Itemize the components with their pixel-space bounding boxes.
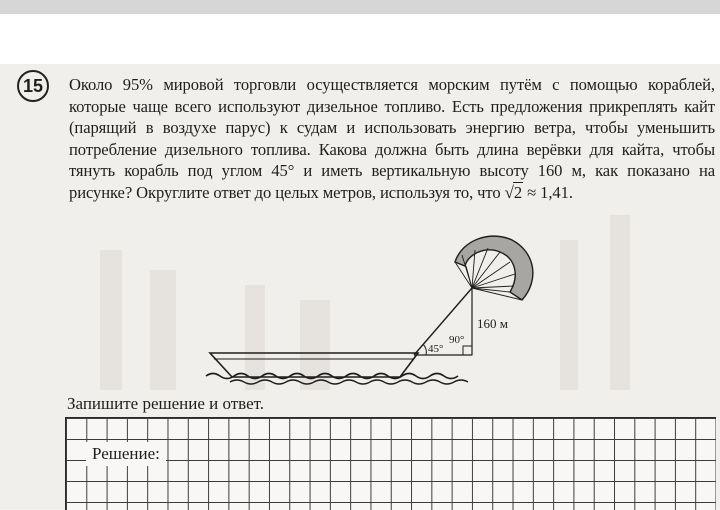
- water-waves-icon: [230, 380, 468, 384]
- solution-label: Решение:: [86, 442, 166, 466]
- right-angle-marker: [463, 346, 472, 355]
- problem-number: 15: [22, 75, 44, 96]
- angle-label: 45°: [428, 343, 444, 355]
- height-label: 160 м: [477, 316, 508, 331]
- right-angle-label: 90°: [449, 334, 465, 346]
- radicand: 2: [513, 182, 523, 202]
- radical-sign: √: [504, 182, 514, 202]
- problem-text-main: Около 95% мировой торговли осуществляется морским путём с помощью кораблей, которые чаще всего используют дизельное топливо. Есть предложения прикреплять кайт (парящий в воздухе парус) к судам и использовать энергию ветра, чтобы уменьшить потребление дизельного топлива. Какова должна быть длина верёвки для кайта, чтобы тянуть корабль под углом 45° и иметь вертикальную высоту 160 м, как показано на рисунке? Округлите ответ до целых метров, используя то, что: [69, 75, 715, 202]
- answer-instruction: Запишите решение и ответ.: [67, 394, 265, 413]
- angle-arc: [423, 344, 426, 355]
- problem-text-end: ≈ 1,41.: [527, 182, 573, 202]
